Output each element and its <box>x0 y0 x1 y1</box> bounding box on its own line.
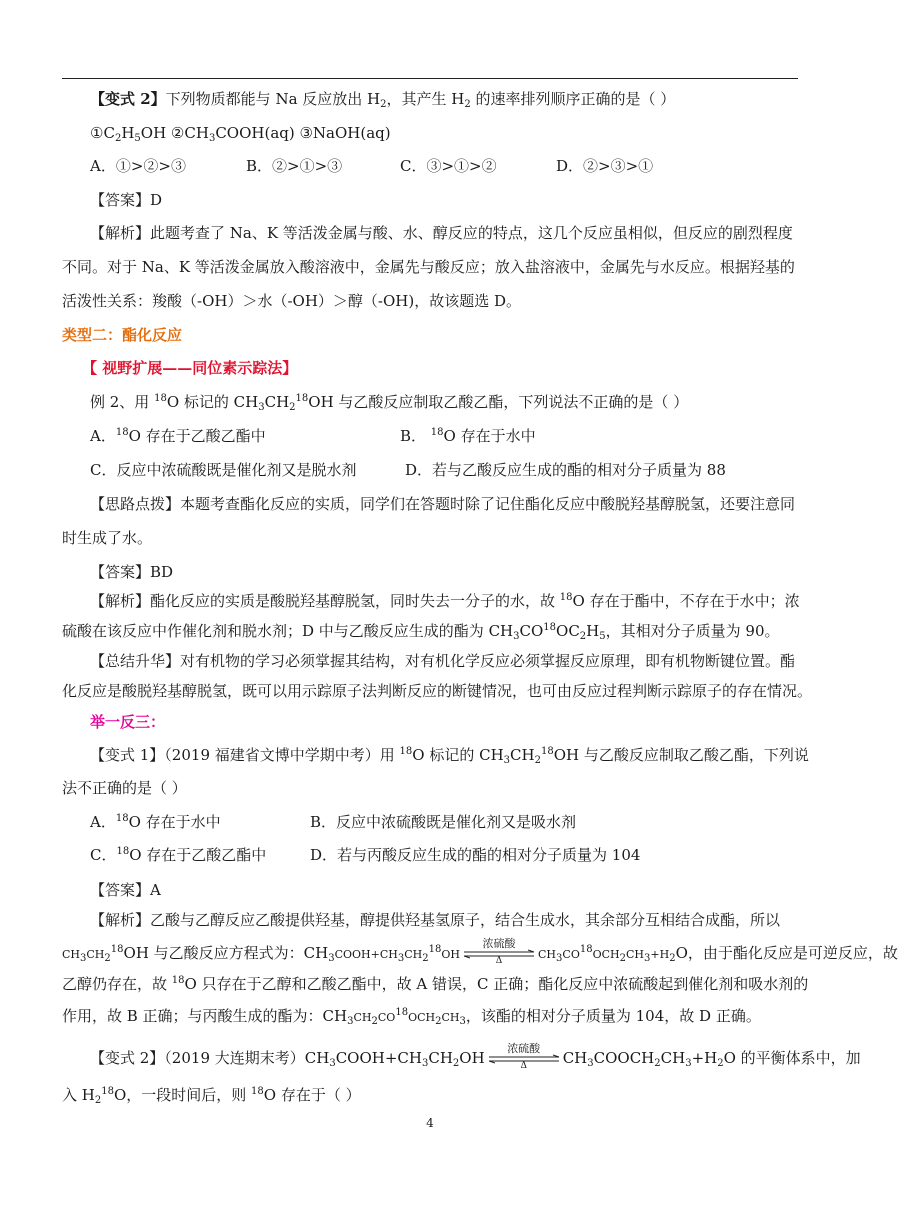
variant1-explanation-2: $CH_3CH_2^{18}OH$ 与乙酸反应方程式为：$CH_3COOH+CH_3CH_2^{18}OH$ 浓硫酸 Δ $CH_3CO^{18}OCH_2CH_3+H_2O$，由于酯化反应是可逆反应，故 <box>62 937 898 966</box>
option-d: D．②>③>① <box>556 157 654 175</box>
example2-answer: 【答案】BD <box>90 563 174 581</box>
variant2-explanation-2: 不同。对于 Na、K 等活泼金属放入酸溶液中，金属先与酸反应；放入盐溶液中，金属先与水反应。根据羟基的 <box>62 258 795 276</box>
reversible-arrow: 浓硫酸 Δ <box>462 942 536 962</box>
option-c: C．$^{18}$O 存在于乙酸乙酯中 <box>90 846 267 864</box>
summary-2: 化反应是酸脱羟基醇脱氢，既可以用示踪原子法判断反应的断键情况，也可由反应过程判断示踪原子的存在情况。 <box>62 682 813 700</box>
section-heading-type2: 类型二：酯化反应 <box>62 326 183 344</box>
option-c: C．③>①>② <box>400 157 497 175</box>
summary-1: 【总结升华】对有机物的学习必须掌握其结构，对有机化学反应必须掌握反应原理，即有机物断键位置。酯 <box>90 652 796 670</box>
variant2b-question-2: 入 $H_2^{18}O$，一段时间后，则 $^{18}$O 存在于（ ） <box>62 1086 361 1106</box>
option-d: D．若与乙酸反应生成的酯的相对分子质量为 88 <box>405 461 726 479</box>
vision-extension-heading: 【 视野扩展——同位素示踪法】 <box>82 359 298 377</box>
option-b: B．反应中浓硫酸既是催化剂又是吸水剂 <box>310 813 577 831</box>
variant1-answer: 【答案】A <box>90 881 161 899</box>
example2-explanation-1: 【解析】酯化反应的实质是酸脱羟基醇脱氢，同时失去一分子的水，故 $^{18}$O 存在于酯中，不存在于水中；浓 <box>90 592 800 610</box>
option-a: A．①>②>③ <box>90 157 186 175</box>
option-b: B．②>①>③ <box>246 157 343 175</box>
reversible-arrow: 浓硫酸 Δ <box>487 1047 561 1067</box>
variant1-question-2: 法不正确的是（ ） <box>62 779 187 797</box>
practice-heading: 举一反三： <box>90 713 166 731</box>
option-d: D．若与丙酸反应生成的酯的相对分子质量为 104 <box>310 846 641 864</box>
variant2-explanation-1: 【解析】此题考查了 Na、K 等活泼金属与酸、水、醇反应的特点，这几个反应虽相似，但反应的剧烈程度 <box>90 224 793 242</box>
variant2-answer: 【答案】D <box>90 191 163 209</box>
example2-hint-1: 【思路点拨】本题考查酯化反应的实质，同学们在答题时除了记住酯化反应中酸脱羟基醇脱氢，还要注意同 <box>90 495 796 513</box>
example2-question: 例 2、用 $^{18}$O 标记的 $CH_3CH_2^{18}OH$ 与乙酸反应制取乙酸乙酯，下列说法不正确的是（ ） <box>90 393 689 413</box>
variant2-question: 【变式 2】下列物质都能与 Na 反应放出 $H_2$，其产生 $H_2$ 的速率排列顺序正确的是（ ） <box>90 90 676 110</box>
option-b: B． $^{18}$O 存在于水中 <box>400 427 536 445</box>
variant2-substances: $①C_2H_5OH$ $②CH_3COOH(aq)$ ③NaOH(aq) <box>90 124 391 144</box>
variant1-explanation-4: 作用，故 B 正确；与丙酸生成的酯为：$CH_3CH_2CO^{18}OCH_2CH_3$，该酯的相对分子质量为 104，故 D 正确。 <box>62 1007 761 1027</box>
example2-explanation-2: 硫酸在该反应中作催化剂和脱水剂；D 中与乙酸反应生成的酯为 $CH_3CO^{18}OC_2H_5$，其相对分子质量为 90。 <box>62 622 780 642</box>
page-number: 4 <box>426 1116 434 1130</box>
variant2-explanation-3: 活泼性关系：羧酸（-OH）＞水（-OH）＞醇（-OH)，故该题选 D。 <box>62 292 521 310</box>
header-rule <box>62 78 798 79</box>
option-c: C．反应中浓硫酸既是催化剂又是脱水剂 <box>90 461 357 479</box>
variant2b-question: 【变式 2】（2019 大连期末考）$CH_3COOH+CH_3CH_2OH$ 浓硫酸 Δ $CH_3COOCH_2CH_3+H_2O$ 的平衡体系中，加 <box>90 1042 861 1071</box>
variant1-question: 【变式 1】（2019 福建省文博中学期中考）用 $^{18}$O 标记的 $CH_3CH_2^{18}OH$ 与乙酸反应制取乙酸乙酯，下列说 <box>90 746 809 766</box>
variant1-explanation-3: 乙醇仍存在，故 $^{18}$O 只存在于乙醇和乙酸乙酯中，故 A 错误，C 正确；酯化反应中浓硫酸起到催化剂和吸水剂的 <box>62 975 809 993</box>
option-a: A．$^{18}$O 存在于乙酸乙酯中 <box>90 427 266 445</box>
example2-hint-2: 时生成了水。 <box>62 529 153 547</box>
variant1-explanation-1: 【解析】乙酸与乙醇反应乙酸提供羟基，醇提供羟基氢原子，结合生成水，其余部分互相结合成酯，所以 <box>90 911 781 929</box>
option-a: A．$^{18}$O 存在于水中 <box>90 813 221 831</box>
